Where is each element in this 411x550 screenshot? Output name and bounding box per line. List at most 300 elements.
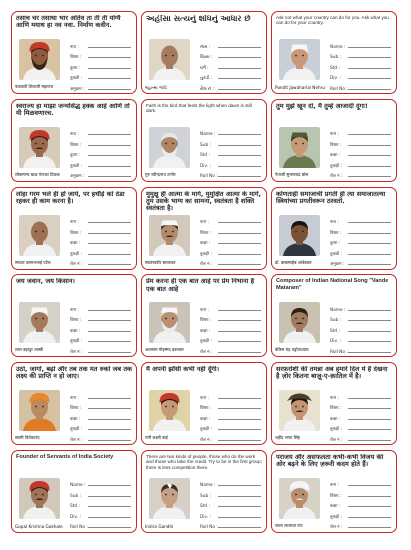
field-label: रोल नं : [70, 262, 83, 268]
write-in-line[interactable] [88, 398, 131, 399]
write-in-line[interactable] [348, 419, 391, 420]
field-row [330, 225, 391, 236]
field-label: तुकड़ी : [70, 427, 82, 433]
field-row [330, 148, 391, 159]
field-row [70, 127, 131, 138]
write-in-line[interactable] [88, 78, 131, 79]
quote-text: मुमुक्षु ही आत्मा के मार्ग, मुमुक्षित आत्मा के मार्ग, तुम उसके भाग्य का सामना, स्वतंत्रता है शक्ति स्वतंत्रता है। [146, 190, 261, 212]
field-row [70, 148, 131, 159]
field-row [330, 411, 391, 422]
person-name: स्वातंत्र्यवीर सावरकर [145, 259, 176, 265]
write-in-line[interactable] [348, 517, 391, 518]
field-label: Std : [70, 504, 80, 510]
write-in-line[interactable] [348, 57, 391, 58]
field-label: Name : [330, 44, 346, 50]
field-row [330, 344, 391, 355]
field-row [70, 246, 131, 257]
field-row [70, 499, 131, 510]
field-row [200, 323, 261, 334]
write-in-line[interactable] [218, 527, 261, 528]
field-row [200, 509, 261, 520]
field-label: अनुक्रम : [70, 86, 85, 92]
portrait-image [149, 127, 190, 168]
field-row [330, 71, 391, 82]
write-in-line[interactable] [218, 429, 261, 430]
write-in-line[interactable] [88, 352, 131, 353]
field-label: તુકડી : [200, 76, 213, 81]
write-in-line[interactable] [348, 155, 391, 156]
field-label: दुवरा : [70, 153, 81, 159]
write-in-line[interactable] [218, 89, 261, 90]
write-in-line[interactable] [218, 222, 261, 223]
field-label: नाम : [330, 483, 339, 489]
field-label: विषय : [70, 142, 82, 148]
quote-text: અહીંસા સત્યનું શોધનું આધાર છે [146, 15, 251, 23]
field-row [200, 127, 261, 138]
field-label: વર્ગ : [200, 65, 209, 71]
field-label: रोल नं : [200, 349, 213, 355]
write-in-line[interactable] [348, 485, 391, 486]
quote-text: Composer of Indian National Song "Vande Mataram" [276, 278, 389, 292]
field-label: कक्षा : [200, 241, 211, 247]
field-row [70, 509, 131, 520]
field-label: विषय : [70, 55, 82, 60]
field-row [70, 60, 131, 71]
write-in-line[interactable] [348, 310, 391, 311]
field-label: तुकड़ी : [200, 339, 212, 345]
write-in-line[interactable] [88, 264, 131, 265]
person-name: रानी लक्ष्मी बाई [145, 435, 168, 441]
field-label: Sub : [70, 493, 81, 499]
field-label: अनुक्रम : [330, 262, 345, 268]
quote-text: पराजय और असफलता कभी-कभी विजय की ओर बढ़ने के लिए ज़रूरी कदम होते हैं। [276, 453, 384, 469]
field-label: विषय : [200, 318, 212, 324]
field-label: तुकड़ी : [200, 427, 212, 433]
person-name: लोकमान्य बाळ गंगाधर टिळक [15, 171, 60, 177]
write-in-line[interactable] [218, 485, 261, 486]
field-row [70, 71, 131, 82]
write-in-line[interactable] [88, 408, 131, 409]
person-name: शहीद भगत सिंह [275, 435, 300, 441]
field-label: तुकडी : [330, 251, 342, 257]
fill-in-fields [200, 215, 261, 268]
write-in-line[interactable] [348, 496, 391, 497]
label-card-iqbal [141, 274, 267, 357]
field-row [70, 478, 131, 489]
write-in-line[interactable] [88, 89, 131, 90]
write-in-line[interactable] [88, 155, 131, 156]
field-label: नाम : [70, 395, 79, 401]
write-in-line[interactable] [88, 47, 131, 48]
field-label: नाम : [200, 220, 209, 226]
portrait-image [279, 215, 320, 256]
field-label: રોલ નં : [200, 86, 214, 92]
portrait-image [19, 39, 60, 80]
field-label: Roll No : [330, 86, 348, 92]
write-in-line[interactable] [218, 341, 261, 342]
label-card-tilak [11, 99, 137, 182]
field-row [70, 225, 131, 236]
field-label: Std : [330, 65, 340, 71]
field-row [200, 257, 261, 268]
label-card-shivaji [11, 11, 137, 94]
field-label: Name : [200, 132, 216, 138]
write-in-line[interactable] [218, 68, 261, 69]
field-row [200, 246, 261, 257]
field-label: नाम : [200, 307, 209, 313]
label-card-bose [271, 99, 397, 182]
label-card-nehru [271, 11, 397, 94]
person-name: नेताजी सुभाषचंद्र बोस [275, 171, 309, 177]
field-row [200, 148, 261, 159]
quote-text: तुम मुझे खून दो, मैं तुम्हें आजादी दूंगा! [276, 102, 368, 110]
write-in-line[interactable] [348, 254, 391, 255]
write-in-line[interactable] [88, 145, 131, 146]
write-in-line[interactable] [348, 166, 391, 167]
fill-in-fields [200, 390, 261, 443]
write-in-line[interactable] [348, 145, 391, 146]
write-in-line[interactable] [218, 331, 261, 332]
field-row [200, 169, 261, 180]
field-row [70, 81, 131, 92]
portrait-image [149, 390, 190, 431]
field-row [200, 390, 261, 401]
write-in-line[interactable] [88, 341, 131, 342]
field-label: विषय : [330, 142, 342, 148]
write-in-line[interactable] [348, 222, 391, 223]
write-in-line[interactable] [348, 352, 391, 353]
write-in-line[interactable] [218, 243, 261, 244]
write-in-line[interactable] [348, 47, 391, 48]
name-label-sheet [11, 11, 397, 533]
person-name: लाल बहादुर शास्त्री [15, 347, 44, 353]
write-in-line[interactable] [218, 440, 261, 441]
field-row [330, 401, 391, 412]
field-label: तुकड़ी : [330, 427, 342, 433]
write-in-line[interactable] [88, 310, 131, 311]
person-name: મહાત્મા ગાંધી [145, 85, 167, 90]
field-label: Std : [200, 504, 210, 510]
field-row [330, 50, 391, 61]
write-in-line[interactable] [348, 341, 391, 342]
field-row [70, 169, 131, 180]
field-row [330, 169, 391, 180]
label-card-gokhale [11, 450, 137, 533]
fill-in-fields [70, 39, 131, 92]
write-in-line[interactable] [88, 68, 131, 69]
field-row [330, 158, 391, 169]
field-row [200, 50, 261, 61]
field-row [70, 432, 131, 443]
write-in-line[interactable] [88, 320, 131, 321]
field-label: नाम : [330, 132, 339, 138]
field-row [330, 313, 391, 324]
person-name: Gopal Krishna Gokhale [15, 523, 63, 529]
write-in-line[interactable] [348, 429, 391, 430]
write-in-line[interactable] [218, 176, 261, 177]
quote-text: मैं अपनी झाँसी कभी नहीं दूँगी। [146, 366, 220, 374]
fill-in-fields [330, 478, 391, 531]
write-in-line[interactable] [348, 78, 391, 79]
write-in-line[interactable] [88, 222, 131, 223]
field-row [330, 334, 391, 345]
label-card-lalalajpat [271, 450, 397, 533]
write-in-line[interactable] [218, 166, 261, 167]
field-row [200, 137, 261, 148]
write-in-line[interactable] [218, 352, 261, 353]
field-row [200, 81, 261, 92]
field-row [330, 422, 391, 433]
write-in-line[interactable] [88, 134, 131, 135]
field-label: विषय : [200, 406, 212, 412]
write-in-line[interactable] [88, 166, 131, 167]
write-in-line[interactable] [218, 57, 261, 58]
write-in-line[interactable] [218, 233, 261, 234]
fill-in-fields [200, 127, 261, 180]
label-card-savarkar [141, 187, 267, 270]
write-in-line[interactable] [348, 320, 391, 321]
field-row [200, 344, 261, 355]
write-in-line[interactable] [88, 176, 131, 177]
write-in-line[interactable] [88, 429, 131, 430]
field-label: रोल नं : [70, 349, 83, 355]
field-label: रोल नं : [200, 437, 213, 443]
write-in-line[interactable] [348, 89, 391, 90]
person-name: फडकती शिवाजी महाराज [15, 84, 54, 89]
quote-text: जय जवान, जय किसान। [16, 278, 75, 286]
person-name: अल्लामा मोहम्मद इकबाल [145, 347, 184, 353]
field-label: Div. : [200, 514, 211, 520]
portrait-image [279, 390, 320, 431]
field-label: नाम : [330, 395, 339, 401]
fill-in-fields [330, 302, 391, 355]
person-name: सरदार वल्लभभाई पटेल [15, 259, 51, 265]
write-in-line[interactable] [218, 155, 261, 156]
field-label: विषय : [330, 230, 342, 236]
field-label: नाव : [330, 220, 339, 226]
write-in-line[interactable] [218, 254, 261, 255]
write-in-line[interactable] [218, 320, 261, 321]
write-in-line[interactable] [218, 419, 261, 420]
write-in-line[interactable] [88, 527, 131, 528]
field-row [330, 215, 391, 226]
field-label: कक्षा : [70, 416, 81, 422]
write-in-line[interactable] [218, 78, 261, 79]
write-in-line[interactable] [348, 176, 391, 177]
field-label: Std : [330, 328, 340, 334]
quote-text: कोणताही समाजाची प्रगती ही त्या समाजातल्या स्त्रियांच्या प्रगतीवरून ठरवतो. [276, 190, 386, 205]
label-card-bhagatsingh [271, 362, 397, 445]
field-label: विषय : [200, 230, 212, 236]
write-in-line[interactable] [348, 440, 391, 441]
write-in-line[interactable] [88, 496, 131, 497]
write-in-line[interactable] [348, 398, 391, 399]
field-row [70, 137, 131, 148]
write-in-line[interactable] [88, 233, 131, 234]
write-in-line[interactable] [218, 310, 261, 311]
portrait-image [149, 302, 190, 343]
write-in-line[interactable] [348, 506, 391, 507]
write-in-line[interactable] [218, 134, 261, 135]
fill-in-fields [70, 127, 131, 180]
field-row [330, 499, 391, 510]
field-label: Sub : [330, 55, 341, 60]
write-in-line[interactable] [218, 264, 261, 265]
field-row [200, 60, 261, 71]
field-row [200, 225, 261, 236]
field-label: विषय : [70, 406, 82, 412]
portrait-image [279, 127, 320, 168]
write-in-line[interactable] [88, 440, 131, 441]
fill-in-fields [70, 478, 131, 531]
field-row [330, 478, 391, 489]
field-row [70, 520, 131, 531]
field-row [200, 236, 261, 247]
field-label: कक्षा : [200, 416, 211, 422]
field-row [200, 401, 261, 412]
field-row [200, 302, 261, 313]
quote-text: लोहा गरम भले ही हो जाये, पर हथौड़े को ठंडा रहकर ही काम करना है। [16, 190, 125, 205]
write-in-line[interactable] [218, 496, 261, 497]
field-row [200, 158, 261, 169]
write-in-line[interactable] [348, 68, 391, 69]
write-in-line[interactable] [218, 47, 261, 48]
write-in-line[interactable] [218, 517, 261, 518]
field-label: વિષય : [200, 55, 213, 60]
label-card-gandhi [141, 11, 267, 94]
field-label: तुकड़ी : [70, 339, 82, 345]
field-row [200, 422, 261, 433]
field-row [330, 390, 391, 401]
person-name: डॉ. बाबासाहेब आंबेडकर [275, 259, 312, 265]
field-row [200, 432, 261, 443]
fill-in-fields [70, 302, 131, 355]
portrait-image [149, 215, 190, 256]
write-in-line[interactable] [218, 398, 261, 399]
field-row [70, 390, 131, 401]
field-label: Name : [70, 483, 86, 489]
portrait-image [279, 478, 320, 519]
field-row [70, 334, 131, 345]
write-in-line[interactable] [348, 243, 391, 244]
fill-in-fields [200, 478, 261, 531]
write-in-line[interactable] [218, 145, 261, 146]
field-row [70, 39, 131, 50]
field-label: तुकडी : [70, 76, 82, 81]
field-label: कक्षा : [70, 241, 81, 247]
field-row [70, 257, 131, 268]
write-in-line[interactable] [348, 527, 391, 528]
field-row [330, 302, 391, 313]
label-card-bankim [271, 274, 397, 357]
field-label: Sub : [200, 142, 211, 148]
field-label: कक्षा : [70, 328, 81, 334]
write-in-line[interactable] [218, 408, 261, 409]
field-row [330, 323, 391, 334]
person-name: Indira Gandhi [145, 523, 174, 529]
write-in-line[interactable] [88, 517, 131, 518]
field-label: कक्षा : [330, 153, 341, 159]
field-row [70, 411, 131, 422]
portrait-image [19, 390, 60, 431]
field-label: नाम : [200, 395, 209, 401]
field-row [200, 39, 261, 50]
field-row [70, 422, 131, 433]
field-label: रोल नं : [330, 437, 343, 443]
write-in-line[interactable] [88, 243, 131, 244]
field-row [200, 499, 261, 510]
quote-text: सरफ़रोशी की तमन्ना अब हमारे दिल में है देखना है ज़ोर कितना बाज़ू-ए-क़ातिल में है। [276, 366, 388, 381]
write-in-line[interactable] [88, 254, 131, 255]
quote-text: स्वराज्य हा माझा जन्मसिद्ध हक्क आहे आणि तो मी मिळवणारच. [16, 102, 130, 117]
label-card-shastri [11, 274, 137, 357]
field-row [70, 215, 131, 226]
field-row [330, 60, 391, 71]
person-name: बंकिम चंद्र चट्टोपाध्याय [275, 347, 309, 353]
person-name: गुरु रवीन्द्रनाथ टागोर [145, 171, 176, 177]
field-label: रोल नं : [70, 437, 83, 443]
field-row [330, 81, 391, 92]
portrait-image [19, 127, 60, 168]
write-in-line[interactable] [348, 331, 391, 332]
write-in-line[interactable] [348, 264, 391, 265]
field-label: Sub : [200, 493, 211, 499]
write-in-line[interactable] [88, 57, 131, 58]
field-row [70, 158, 131, 169]
label-card-indira [141, 450, 267, 533]
field-label: Div. : [70, 514, 81, 520]
field-row [70, 236, 131, 247]
write-in-line[interactable] [88, 485, 131, 486]
field-label: Div. : [200, 163, 211, 169]
person-name: स्वामी विवेकानंद [15, 435, 40, 441]
field-label: विषय : [70, 230, 82, 236]
field-row [330, 520, 391, 531]
fill-in-fields [330, 390, 391, 443]
write-in-line[interactable] [218, 506, 261, 507]
field-label: कक्षा : [330, 504, 341, 510]
write-in-line[interactable] [348, 134, 391, 135]
field-label: तुकड़ी : [330, 514, 342, 520]
field-row [330, 246, 391, 257]
field-label: विषय : [330, 406, 342, 412]
write-in-line[interactable] [88, 331, 131, 332]
portrait-image [19, 478, 60, 519]
write-in-line[interactable] [348, 408, 391, 409]
field-row [200, 478, 261, 489]
fill-in-fields [330, 215, 391, 268]
field-row [330, 127, 391, 138]
portrait-image [149, 478, 190, 519]
field-row [200, 520, 261, 531]
field-row [330, 257, 391, 268]
field-label: कक्षा : [330, 416, 341, 422]
write-in-line[interactable] [88, 506, 131, 507]
write-in-line[interactable] [88, 419, 131, 420]
write-in-line[interactable] [348, 233, 391, 234]
field-label: Roll No : [70, 525, 88, 531]
quote-text: Founder of Servants of India Society [16, 453, 114, 460]
quote-text: There are two kinds of people, those who do the work and those who take the credit. Try to be in the first group; there is less competition there. [146, 453, 262, 470]
field-label: विषय : [70, 318, 82, 324]
field-row [200, 334, 261, 345]
fill-in-fields [70, 390, 131, 443]
quote-text: Faith is the bird that feels the light when dawn is still dark. [146, 102, 252, 114]
field-label: तुकड़ी : [70, 251, 82, 257]
person-name: लाला लाजपत राय [275, 522, 303, 528]
fill-in-fields [200, 39, 261, 92]
label-card-tagore [141, 99, 267, 182]
